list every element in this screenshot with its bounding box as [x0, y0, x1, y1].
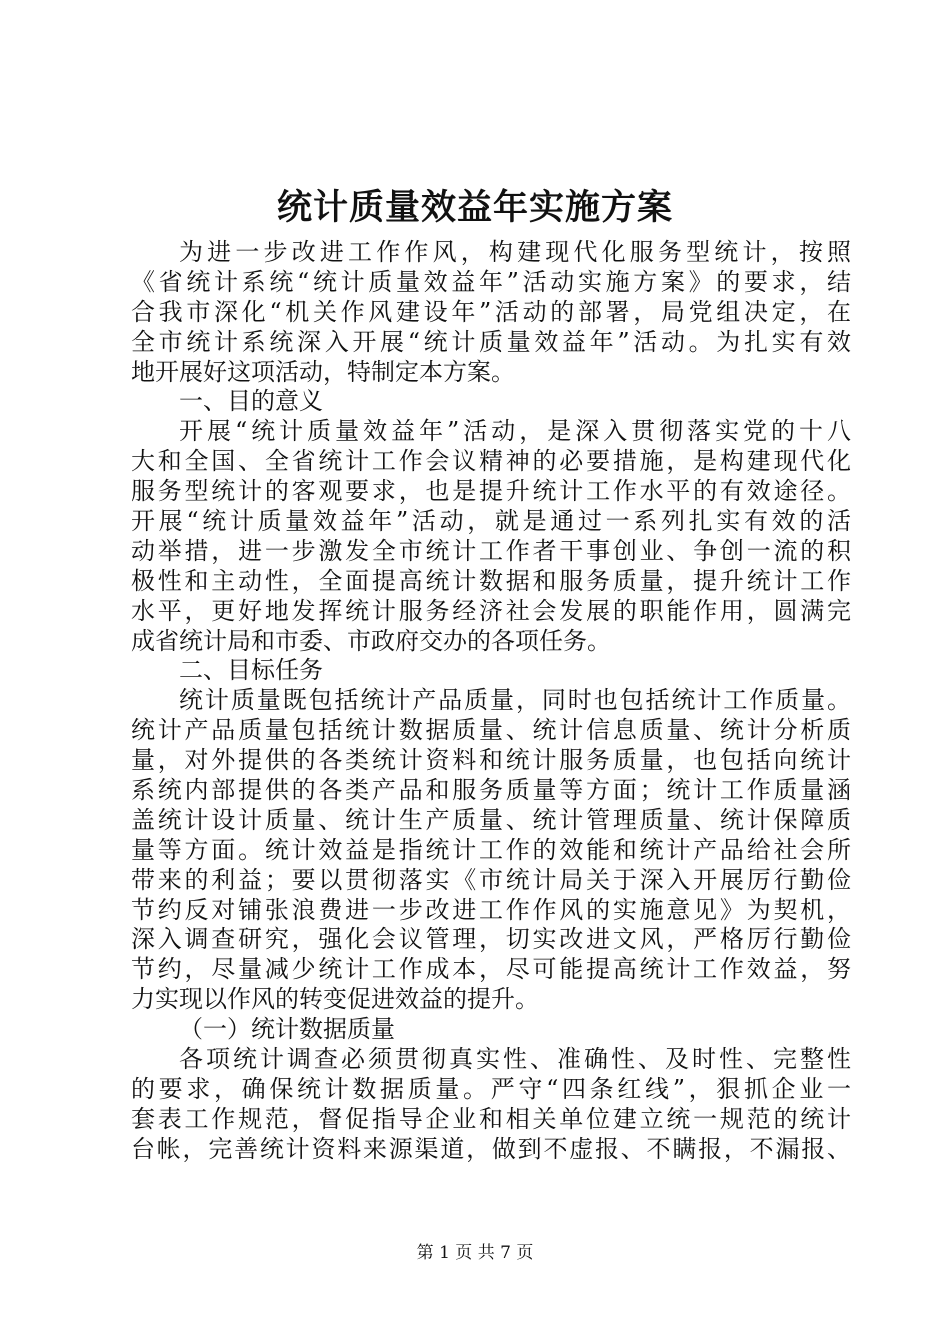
paragraph-line: 开展“统计质量效益年”活动，是深入贯彻落实党的十八 [179, 417, 851, 446]
paragraph-line: 节约，尽量减少统计工作成本，尽可能提高统计工作效益，努 [131, 955, 851, 984]
paragraph-line: 深入调查研究，强化会议管理，切实改进文风，严格厉行勤俭 [131, 925, 851, 954]
page-title: 统计质量效益年实施方案 [276, 187, 673, 228]
paragraph-line: 量等方面。统计效益是指统计工作的效能和统计产品给社会所 [131, 835, 851, 864]
page-number-footer: 第 1 页 共 7 页 [416, 1243, 534, 1263]
section-heading: 一、目的意义 [179, 387, 323, 416]
paragraph-line: 水平，更好地发挥统计服务经济社会发展的职能作用，圆满完 [131, 596, 851, 625]
paragraph-line: 地开展好这项活动，特制定本方案。 [131, 357, 515, 386]
paragraph-line: 动举措，进一步激发全市统计工作者干事创业、争创一流的积 [131, 536, 851, 565]
paragraph-line: 大和全国、全省统计工作会议精神的必要措施，是构建现代化 [131, 447, 851, 476]
paragraph-line: 成省统计局和市委、市政府交办的各项任务。 [131, 626, 611, 655]
paragraph-line: 各项统计调查必须贯彻真实性、准确性、及时性、完整性 [179, 1045, 851, 1074]
paragraph-line: 服务型统计的客观要求，也是提升统计工作水平的有效途径。 [131, 477, 851, 506]
paragraph-line: 开展“统计质量效益年”活动，就是通过一系列扎实有效的活 [131, 507, 851, 536]
paragraph-line: 力实现以作风的转变促进效益的提升。 [131, 985, 539, 1014]
paragraph-line: 统计质量既包括统计产品质量，同时也包括统计工作质量。 [179, 686, 851, 715]
document-body [131, 238, 851, 1165]
paragraph-line: 台帐，完善统计资料来源渠道，做到不虚报、不瞒报，不漏报、 [131, 1134, 851, 1163]
subsection-heading: （一）统计数据质量 [179, 1015, 395, 1044]
paragraph-line: 全市统计系统深入开展“统计质量效益年”活动。为扎实有效 [131, 327, 851, 356]
paragraph-line: 极性和主动性，全面提高统计数据和服务质量，提升统计工作 [131, 566, 851, 595]
paragraph-line: 《省统计系统“统计质量效益年”活动实施方案》的要求，结 [131, 267, 851, 296]
paragraph-line: 合我市深化“机关作风建设年”活动的部署，局党组决定，在 [131, 297, 851, 326]
paragraph-line: 系统内部提供的各类产品和服务质量等方面；统计工作质量涵 [131, 776, 851, 805]
paragraph-line: 统计产品质量包括统计数据质量、统计信息质量、统计分析质 [131, 716, 851, 745]
paragraph-line: 量，对外提供的各类统计资料和统计服务质量，也包括向统计 [131, 746, 851, 775]
paragraph-line: 带来的利益；要以贯彻落实《市统计局关于深入开展厉行勤俭 [131, 865, 851, 894]
paragraph-line: 的要求，确保统计数据质量。严守“四条红线”，狠抓企业一 [131, 1074, 851, 1103]
paragraph-line: 节约反对铺张浪费进一步改进工作作风的实施意见》为契机， [131, 895, 851, 924]
paragraph-line: 为进一步改进工作作风，构建现代化服务型统计，按照 [179, 238, 851, 266]
paragraph-line: 套表工作规范，督促指导企业和相关单位建立统一规范的统计 [131, 1104, 851, 1133]
section-heading: 二、目标任务 [179, 656, 323, 685]
paragraph-line: 盖统计设计质量、统计生产质量、统计管理质量、统计保障质 [131, 805, 851, 834]
